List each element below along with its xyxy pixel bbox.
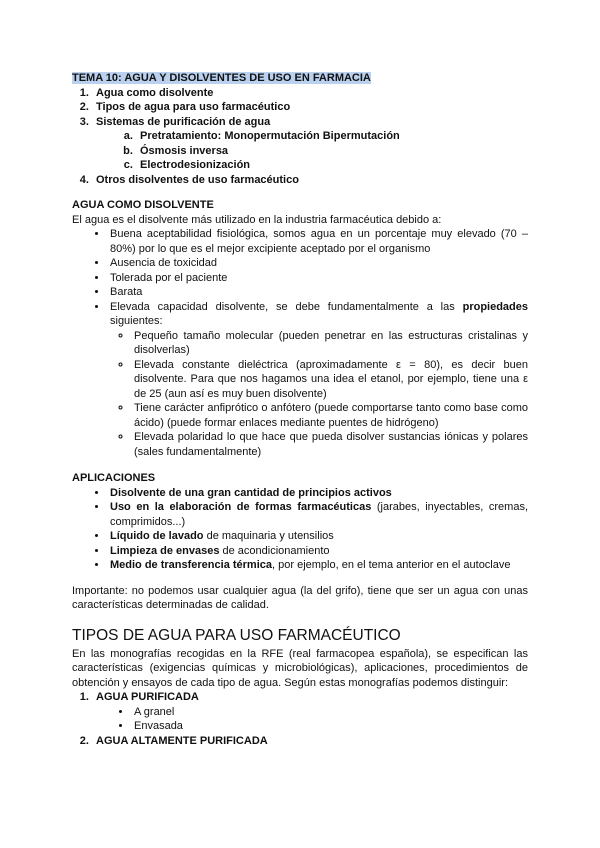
list-item <box>108 558 528 573</box>
list-item: ◦ Tiene carácter anfiprótico o anfótero (puede comportarse tanto como base como ácido) (puede formar enlaces mediante puentes de hidrógeno) <box>132 401 528 430</box>
propiedades-list <box>132 329 528 460</box>
list-item: ◦ Elevada polaridad lo que hace que pueda disolver sustancias iónicas y polares (sales fundamentalmente) <box>132 430 528 459</box>
document-content <box>72 71 528 748</box>
list-item <box>108 500 528 529</box>
capacidad-text: Elevada capacidad disolvente, se debe fundamentalmente a las <box>110 300 463 313</box>
agua-purificada-sublist <box>132 705 528 734</box>
toc-item-label: Sistemas de purificación de agua <box>96 115 271 128</box>
list-item: ◦ Elevada constante dieléctrica (aproximadamente ε = 80), es decir buen disolvente. Para que nos hagamos una idea el etanol, por ejemplo, tiene una ε de 25 (aun así es muy buen disolvente) <box>132 358 528 402</box>
list-item: • Tolerada por el paciente <box>108 271 528 286</box>
toc-sublist <box>136 129 528 173</box>
item-bold: Disolvente de una gran cantidad de principios activos <box>110 486 392 499</box>
list-item <box>108 529 528 544</box>
list-item: • A granel <box>132 705 528 720</box>
document-title: TEMA 10: AGUA Y DISOLVENTES DE USO EN FARMACIA <box>72 72 371 84</box>
toc-item <box>92 115 528 173</box>
list-item: ◦ Pequeño tamaño molecular (pueden penetrar en las estructuras cristalinas y disolverlas) <box>132 329 528 358</box>
list-item <box>108 544 528 559</box>
title-line <box>72 71 528 86</box>
item-bold: Líquido de lavado <box>110 530 204 542</box>
item-label: AGUA PURIFICADA <box>96 691 199 703</box>
table-of-contents <box>92 86 528 188</box>
toc-item: 2. Tipos de agua para uso farmacéutico <box>92 100 528 115</box>
tipos-intro: En las monografías recogidas en la RFE (real farmacopea española), se especifican las características (exigencias químicas y microbiológicas), aplicaciones, procedimientos de obtención y ensayos de cada tipo de agua. Según estas monografías podemos distinguir: <box>72 647 528 689</box>
aplicaciones-list <box>108 486 528 573</box>
capacidad-post: siguientes: <box>110 315 163 327</box>
toc-subitem: c. Electrodesionización <box>136 158 528 173</box>
bullet-list-agua <box>108 227 528 459</box>
section-heading-agua: AGUA COMO DISOLVENTE <box>72 199 214 211</box>
item-rest: de maquinaria y utensilios <box>203 530 334 542</box>
toc-item: 4. Otros disolventes de uso farmacéutico <box>92 173 528 188</box>
item-bold: Uso en la elaboración de formas farmacéuticas <box>110 501 372 513</box>
item-bold: Limpieza de envases <box>110 544 220 557</box>
list-item: 2. AGUA ALTAMENTE PURIFICADA <box>92 734 528 749</box>
toc-subitem: a. Pretratamiento: Monopermutación Bipermutación <box>136 129 528 144</box>
item-rest: de acondicionamiento <box>219 544 330 557</box>
importante-paragraph: Importante: no podemos usar cualquier agua (la del grifo), tiene que ser un agua con unas características determinadas de calidad. <box>72 584 528 611</box>
toc-subitem: b. Ósmosis inversa <box>136 144 528 159</box>
tipos-list <box>92 690 528 748</box>
list-item: • Barata <box>108 285 528 300</box>
section-intro: El agua es el disolvente más utilizado en la industria farmacéutica debido a: <box>72 213 442 226</box>
list-item <box>92 690 528 734</box>
toc-item: 1. Agua como disolvente <box>92 86 528 101</box>
capacidad-bold: propiedades <box>462 300 528 313</box>
item-rest: , por ejemplo, en el tema anterior en el autoclave <box>272 559 511 571</box>
list-item: • Ausencia de toxicidad <box>108 256 528 271</box>
section-heading-tipos: TIPOS DE AGUA PARA USO FARMACÉUTICO <box>72 626 401 644</box>
list-item <box>108 486 528 501</box>
list-item: • Buena aceptabilidad fisiológica, somos agua en un porcentaje muy elevado (70 – 80%) por lo que es el mejor excipiente aceptado por el organismo <box>108 227 528 256</box>
item-rest: (jarabes, inyectables, cremas, comprimidos...) <box>110 501 528 528</box>
list-item-capacidad <box>108 300 528 460</box>
item-bold: Medio de transferencia térmica <box>110 559 273 571</box>
list-item: • Envasada <box>132 719 528 734</box>
section-heading-aplicaciones: APLICACIONES <box>72 472 156 484</box>
